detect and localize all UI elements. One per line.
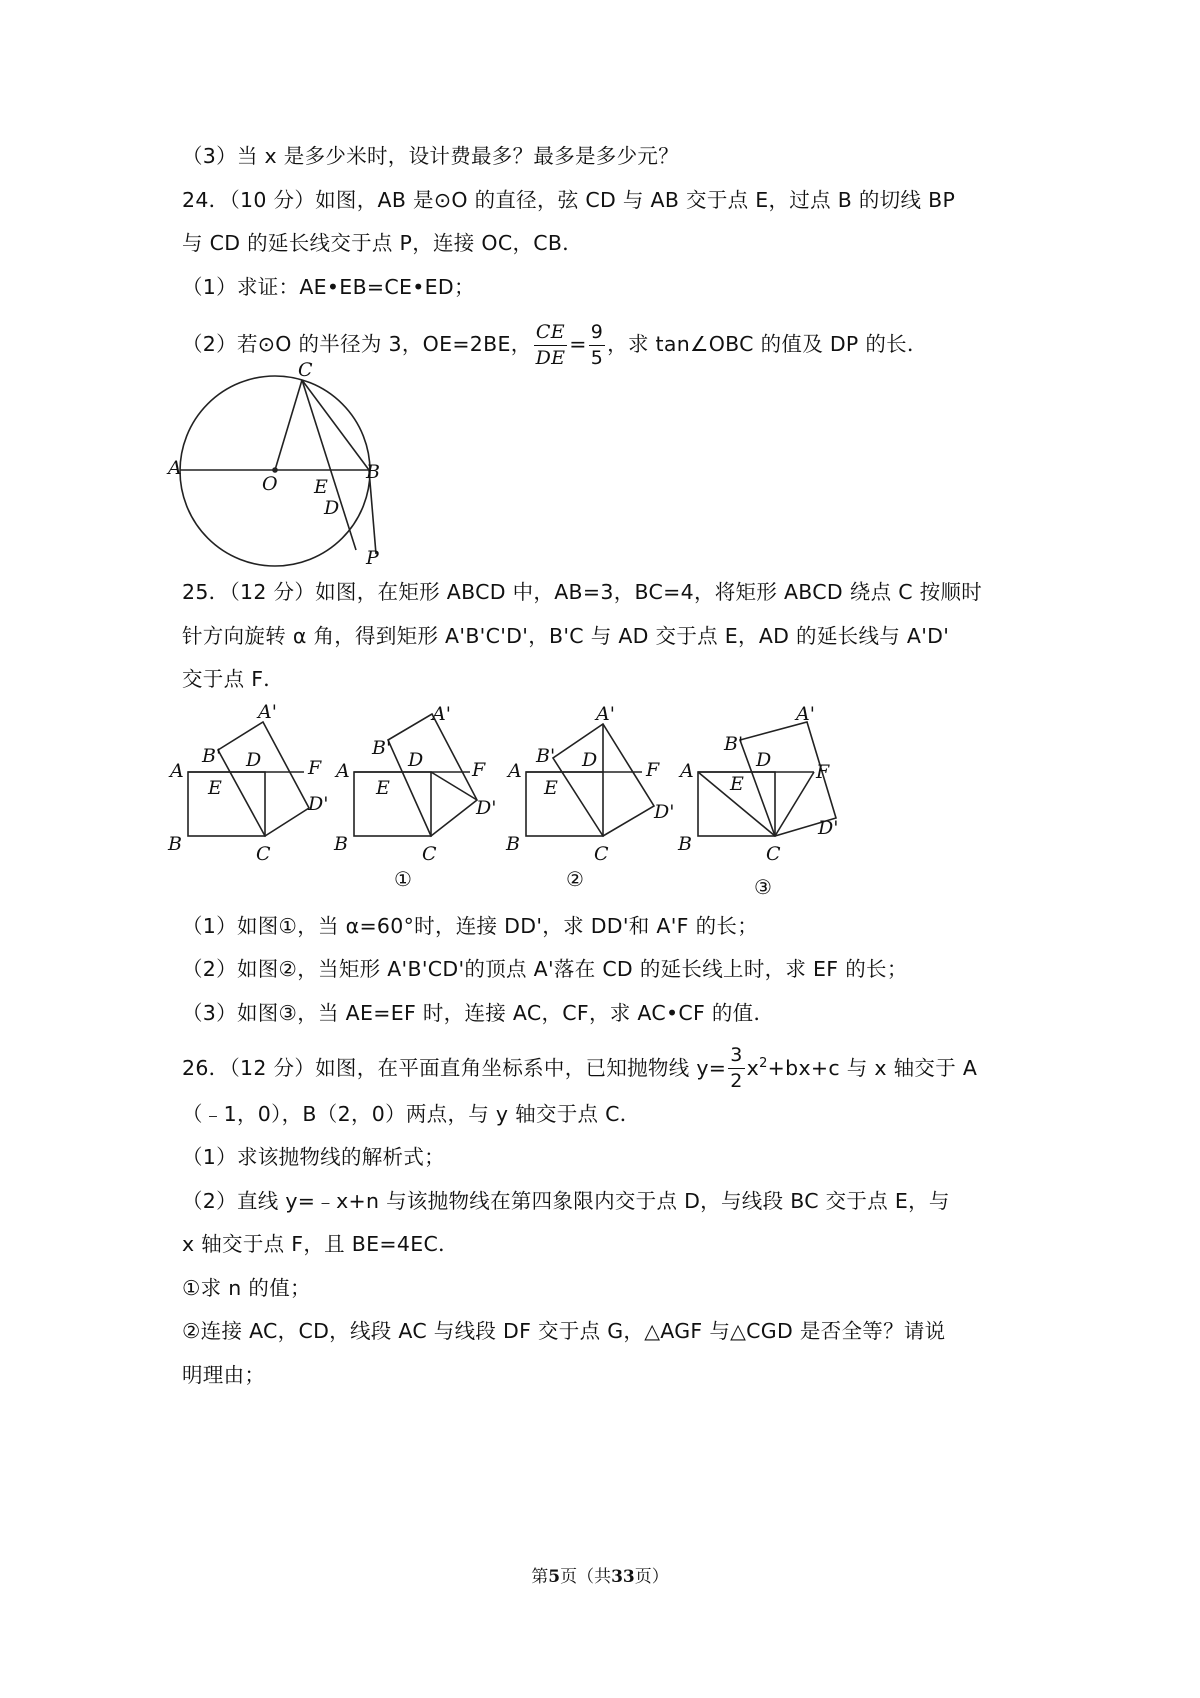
label-a: A [336, 760, 350, 782]
fraction-denominator: 5 [590, 346, 604, 369]
part2-text-pre: （2）若⊙O 的半径为 3，OE=2BE， [182, 332, 532, 356]
label-b: B [366, 461, 380, 483]
label-d-prime: D' [654, 801, 675, 823]
label-b-prime: B' [202, 745, 222, 767]
center-point-o [272, 467, 278, 473]
label-b-prime: B' [372, 737, 392, 759]
question-25-part2: （2）如图②，当矩形 A'B'CD'的顶点 A'落在 CD 的延长线上时，求 EF 的长； [182, 957, 908, 981]
fraction-denominator: DE [535, 346, 566, 369]
q26-text-pre: 26．（12 分）如图，在平面直角坐标系中，已知抛物线 y= [182, 1055, 727, 1080]
segment-cp [302, 380, 356, 550]
label-a: A [508, 760, 522, 782]
caption-figure-1: ① [394, 867, 412, 891]
label-f: F [816, 761, 830, 783]
label-b: B [168, 833, 182, 855]
q26-variable-x: x [746, 1055, 760, 1080]
label-a: A [680, 760, 694, 782]
label-a-prime: A' [596, 703, 615, 725]
question-25-stem-cont: 针方向旋转 α 角，得到矩形 A'B'C'D'，B'C 与 AD 交于点 E，AD 的延长线与 A'D' [182, 624, 950, 648]
fraction-numerator: 3 [728, 1046, 744, 1069]
fraction-3-2 [728, 1046, 744, 1091]
footer-post: 页） [634, 1567, 669, 1587]
figure-25-case1 [333, 703, 496, 891]
label-d: D [756, 749, 772, 771]
label-c: C [422, 843, 437, 865]
question-25-stem-cont2: 交于点 F． [182, 667, 285, 691]
question-26-stem-cont: （﹣1，0），B（2，0）两点，与 y 轴交于点 C． [182, 1102, 641, 1126]
question-25-part1: （1）如图①，当 α=60°时，连接 DD'，求 DD'和 A'F 的长； [182, 914, 758, 938]
label-b-prime: B' [724, 733, 744, 755]
figure-25-case3 [677, 703, 838, 898]
label-a: A [168, 457, 182, 479]
question-26-sub1: ①求 n 的值； [182, 1276, 311, 1300]
question-26-sub2-cont: 明理由； [182, 1363, 266, 1387]
label-a-prime: A' [432, 703, 451, 725]
fraction-9-5 [589, 320, 605, 369]
label-d: D [582, 749, 598, 771]
question-23-part3: （3）当 x 是多少米时，设计费最多？最多是多少元？ [182, 144, 680, 168]
question-24-stem-cont: 与 CD 的延长线交于点 P，连接 OC，CB． [182, 231, 584, 255]
label-a: A [170, 760, 184, 782]
question-24-stem: 24．（10 分）如图，AB 是⊙O 的直径，弦 CD 与 AB 交于点 E，过点 B 的切线 BP [182, 188, 956, 212]
segment-oc [275, 380, 302, 470]
footer-page-number: 5 [548, 1567, 561, 1587]
label-c: C [594, 843, 609, 865]
label-d: D [246, 749, 262, 771]
label-f: F [472, 759, 486, 781]
rect-abcd [188, 772, 265, 836]
question-26-part2: （2）直线 y=﹣x+n 与该抛物线在第四象限内交于点 D，与线段 BC 交于点 E，与 [182, 1189, 950, 1213]
label-e: E [208, 777, 222, 799]
caption-figure-2: ② [566, 867, 584, 891]
equals-sign: = [569, 332, 587, 356]
label-f: F [308, 757, 322, 779]
footer-mid: 页（共 [560, 1567, 612, 1587]
label-c: C [766, 843, 781, 865]
fraction-denominator: 2 [730, 1070, 743, 1093]
question-25-part3: （3）如图③，当 AE=EF 时，连接 AC，CF，求 AC•CF 的值． [182, 1001, 775, 1025]
figure-24-circle-diagram [166, 362, 406, 574]
label-c: C [256, 843, 271, 865]
footer-total-pages: 33 [611, 1567, 635, 1587]
question-26-part2-cont: x 轴交于点 F，且 BE=4EC． [182, 1232, 459, 1256]
label-e: E [376, 777, 390, 799]
question-26-part1: （1）求该抛物线的解析式； [182, 1145, 445, 1169]
label-e: E [314, 476, 328, 498]
label-e: E [544, 777, 558, 799]
fraction-ce-de [534, 320, 568, 369]
fraction-numerator: 9 [589, 323, 605, 346]
q26-text-post: +bx+c 与 x 轴交于 A [767, 1055, 978, 1080]
label-c: C [298, 362, 313, 381]
question-24-part1: （1）求证：AE•EB=CE•ED； [182, 275, 475, 299]
label-a-prime: A' [258, 701, 277, 723]
label-d: D [408, 749, 424, 771]
caption-figure-3: ③ [754, 875, 772, 898]
label-b-prime: B' [536, 745, 556, 767]
label-b: B [334, 833, 348, 855]
figure-25-case2 [505, 703, 674, 891]
part2-text-post: ，求 tan∠OBC 的值及 DP 的长． [607, 332, 928, 356]
label-d-prime: D' [476, 797, 497, 819]
label-o: O [262, 473, 278, 495]
label-d-prime: D' [818, 817, 839, 839]
label-e: E [730, 773, 744, 795]
question-25-stem: 25．（12 分）如图，在矩形 ABCD 中，AB=3，BC=4，将矩形 ABCD 绕点 C 按顺时 [182, 580, 983, 604]
label-b: B [506, 833, 520, 855]
figure-25-rectangles [166, 700, 1046, 898]
fraction-numerator: CE [534, 323, 568, 346]
figure-25-base [167, 701, 328, 865]
q26-exponent: 2 [759, 1056, 768, 1071]
question-26-sub2: ②连接 AC，CD，线段 AC 与线段 DF 交于点 G，△AGF 与△CGD 是否全等？请说 [182, 1319, 946, 1343]
label-d-prime: D' [308, 793, 329, 815]
label-a-prime: A' [796, 703, 815, 725]
label-p: P [366, 547, 379, 569]
footer-pre: 第 [531, 1567, 549, 1587]
question-26-stem [182, 1036, 977, 1096]
label-f: F [646, 759, 660, 781]
label-d: D [324, 497, 340, 519]
rect-rotated [218, 722, 309, 836]
page-footer [0, 1562, 1200, 1587]
label-b: B [678, 833, 692, 855]
